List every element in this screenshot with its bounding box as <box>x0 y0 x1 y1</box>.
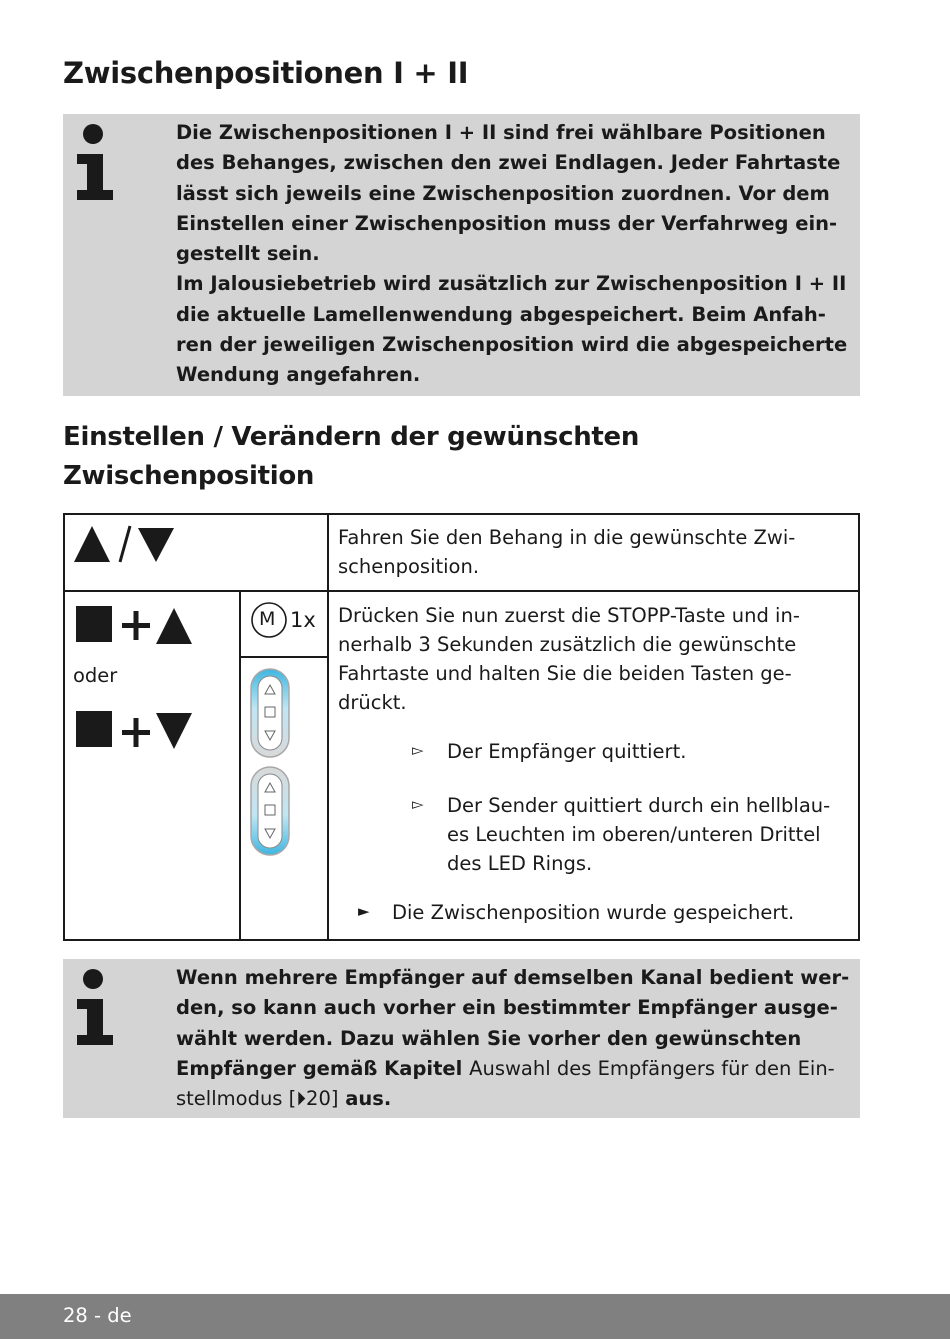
page-reference[interactable]: 20] <box>306 1087 339 1111</box>
times-label: 1x <box>290 608 316 632</box>
chapter-reference[interactable]: stellmodus [ <box>176 1087 297 1111</box>
remote-led-top-icon <box>249 667 291 759</box>
table-divider <box>327 513 329 941</box>
result-item <box>447 737 686 766</box>
info-text <box>176 963 856 1114</box>
chapter-reference[interactable]: Auswahl des Empfängers für den Ein- <box>469 1056 835 1080</box>
text-line: des LED Rings. <box>447 852 593 875</box>
text-line: Der Empfänger quittiert. <box>447 740 687 763</box>
page-number: 28 - de <box>63 1304 132 1327</box>
remote-led-bottom-icon <box>249 765 291 857</box>
info-line: Im Jalousiebetrieb wird zusätzlich zur Zwischenposition I + II <box>176 272 847 296</box>
step-1-text <box>338 523 795 581</box>
text-line: schenposition. <box>338 555 480 578</box>
info-line: Die Zwischenpositionen I + II sind frei wählbare Positionen <box>176 121 826 144</box>
info-line: lässt sich jeweils eine Zwischenposition zuordnen. Vor dem <box>176 181 830 205</box>
table-divider <box>239 591 241 941</box>
final-arrow-icon: ► <box>358 902 370 920</box>
section-heading-line: Einstellen / Verändern der gewünschten <box>63 422 640 452</box>
m-button-label: M <box>259 608 276 630</box>
up-slash-down-icon <box>72 524 177 564</box>
final-result: Die Zwischenposition wurde gespeichert. <box>392 901 795 924</box>
info-line: ren der jeweiligen Zwischenposition wird die abgespeicherte <box>176 333 848 357</box>
bold-text: Empfänger gemäß Kapitel <box>176 1056 470 1080</box>
m-button-1x <box>250 600 322 640</box>
info-icon <box>73 967 119 1047</box>
bold-text: aus. <box>338 1087 392 1111</box>
oder-label: oder <box>73 664 118 687</box>
text-line: Fahrtaste und halten Sie die beiden Tasten ge- <box>338 662 792 685</box>
info-text <box>176 118 856 391</box>
info-box <box>63 959 860 1118</box>
info-box <box>63 114 860 396</box>
info-line: gestellt sein. <box>176 242 320 266</box>
info-line: Einstellen einer Zwischenposition muss der Verfahrweg ein- <box>176 211 838 235</box>
section-heading-line: Zwischenposition <box>63 461 315 491</box>
table-divider <box>63 590 860 592</box>
stop-plus-up-icon <box>74 604 196 646</box>
step-2-text <box>338 601 800 717</box>
text-line: drückt. <box>338 691 407 714</box>
page-ref-arrow-icon: ⏵ <box>296 1087 307 1111</box>
info-line: des Behanges, zwischen den zwei Endlagen. Jeder Fahrtaste <box>176 151 841 175</box>
result-arrow-outline-icon: ▻ <box>412 741 424 759</box>
info-line: den, so kann auch vorher ein bestimmter Empfänger ausge- <box>176 996 838 1020</box>
info-line <box>176 1054 856 1084</box>
page-footer <box>0 1294 950 1339</box>
page-title: Zwischenpositionen I + II <box>63 56 469 90</box>
info-line <box>176 1084 856 1114</box>
info-line: Wenn mehrere Empfänger auf demselben Kanal bedient wer- <box>176 966 850 989</box>
result-item <box>447 791 830 878</box>
section-heading <box>63 418 763 496</box>
table-divider <box>240 656 328 658</box>
info-icon <box>73 122 119 202</box>
info-line: wählt werden. Dazu wählen Sie vorher den gewünschten <box>176 1026 802 1050</box>
text-line: nerhalb 3 Sekunden zusätzlich die gewünschte <box>338 633 797 656</box>
info-line: die aktuelle Lamellenwendung abgespeichert. Beim Anfah- <box>176 302 826 326</box>
text-line: Fahren Sie den Behang in die gewünschte Zwi- <box>338 526 796 549</box>
result-arrow-outline-icon: ▻ <box>412 795 424 813</box>
text-line: Drücken Sie nun zuerst die STOPP-Taste und in- <box>338 604 800 627</box>
text-line: Der Sender quittiert durch ein hellblau- <box>447 794 831 817</box>
stop-plus-down-icon <box>74 709 196 751</box>
text-line: es Leuchten im oberen/unteren Drittel <box>447 823 821 846</box>
info-line: Wendung angefahren. <box>176 363 421 387</box>
